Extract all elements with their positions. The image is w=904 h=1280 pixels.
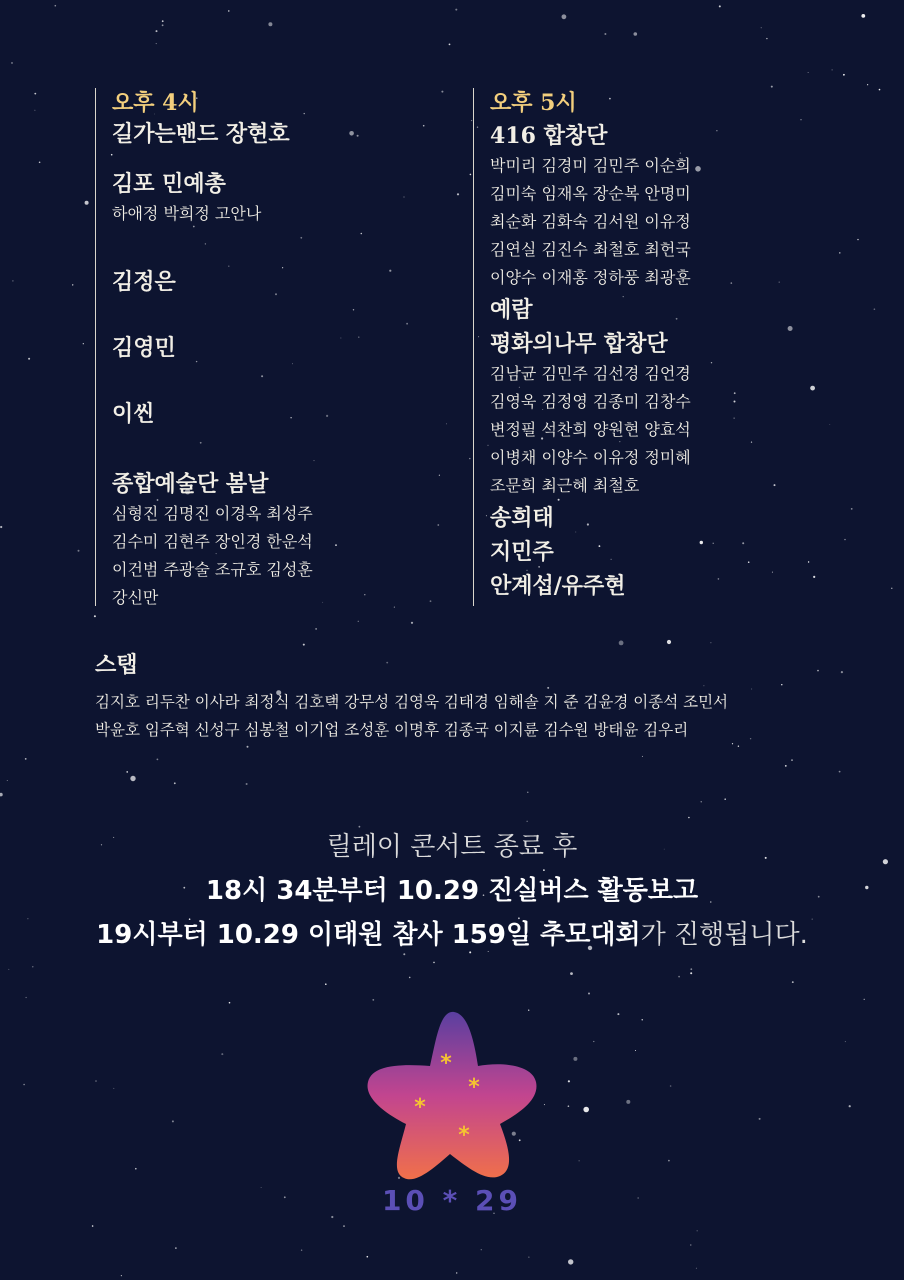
star-dot — [156, 30, 158, 32]
star-dot — [441, 91, 443, 93]
star-dot — [470, 174, 472, 176]
member-list: 강신만 — [112, 588, 159, 607]
member-list: 김영욱 김정영 김종미 김창수 — [490, 392, 691, 411]
staff-line: 박윤호 임주혁 신성구 심봉철 이기업 조성훈 이명후 김종국 이지륜 김수원 방태윤 김우리 — [95, 721, 689, 739]
star-dot — [488, 951, 489, 952]
star-dot — [667, 640, 671, 644]
star-dot — [626, 1100, 630, 1104]
star-dot — [94, 615, 96, 617]
performer-name: 이씬 — [112, 401, 155, 427]
right-time-label: 오후 5시 — [490, 90, 577, 116]
star-dot — [738, 746, 739, 747]
star-dot — [411, 622, 413, 624]
star-dot — [446, 424, 447, 425]
performer-name: 416 합창단 — [490, 123, 608, 149]
star-dot — [568, 1259, 573, 1264]
star-dot — [34, 110, 35, 111]
performer-name: 김영민 — [112, 335, 176, 361]
star-dot — [221, 1053, 223, 1055]
star-dot — [247, 746, 249, 748]
star-dot — [867, 84, 868, 85]
member-list: 박미리 김경미 김민주 이순희 — [490, 156, 691, 175]
star-dot — [619, 641, 624, 646]
star-dot — [95, 1080, 97, 1082]
member-list: 김남균 김민주 김선경 김언경 — [490, 364, 691, 383]
star-dot — [113, 1088, 114, 1089]
star-dot — [386, 662, 388, 664]
logo-text: 10 * 29 — [381, 1184, 523, 1217]
member-list: 변정필 석찬희 양원현 양효석 — [490, 420, 691, 439]
performer-name: 안계섭/유주현 — [490, 573, 626, 599]
star-dot — [433, 962, 435, 964]
star-dot — [439, 475, 440, 476]
star-dot — [229, 1002, 231, 1004]
star-dot — [367, 1256, 369, 1258]
star-dot — [568, 1105, 570, 1107]
star-dot — [593, 1041, 594, 1042]
star-dot — [879, 89, 881, 91]
star-dot — [162, 24, 164, 26]
star-dot — [175, 1247, 176, 1248]
star-dot — [891, 588, 892, 589]
star-dot — [668, 1160, 670, 1162]
star-dot — [791, 759, 793, 761]
star-dot — [781, 684, 782, 685]
star-dot — [724, 798, 726, 800]
member-list: 조문희 최근혜 최철호 — [490, 476, 640, 495]
star-dot — [710, 642, 711, 643]
star-dot — [39, 162, 41, 164]
star-dot — [808, 72, 809, 73]
star-dot — [697, 1231, 698, 1232]
star-dot — [703, 685, 704, 686]
star-dot — [528, 1257, 529, 1258]
member-list: 심형진 김명진 이경옥 최성주 — [112, 504, 313, 523]
member-list: 하애정 박희정 고안나 — [112, 204, 262, 223]
star-dot — [358, 621, 359, 622]
performer-name: 김정은 — [112, 269, 176, 295]
left-column — [95, 88, 436, 606]
member-list: 이양수 이재홍 정하풍 최광훈 — [490, 268, 691, 287]
star-dot — [527, 792, 528, 793]
star-dot — [642, 1019, 643, 1020]
star-dot — [403, 953, 405, 955]
star-dot — [303, 644, 305, 646]
star-dot — [12, 280, 13, 281]
star-dot — [456, 1272, 457, 1273]
star-dot — [579, 1160, 580, 1161]
star-dot — [761, 27, 762, 28]
star-dot — [162, 20, 164, 22]
star-dot — [481, 1249, 482, 1250]
star-dot — [843, 74, 845, 76]
member-list: 김연실 김진수 최철호 최헌국 — [490, 240, 691, 259]
star-dot — [690, 968, 692, 970]
star-dot — [457, 193, 459, 195]
star-dot — [268, 22, 272, 26]
star-dot — [455, 9, 457, 11]
star-dot — [719, 5, 721, 7]
star-dot — [573, 1057, 577, 1061]
star-dot — [55, 5, 57, 7]
star-dot — [701, 801, 702, 802]
star-dot — [562, 14, 567, 19]
star-dot — [78, 550, 80, 552]
star-dot — [72, 284, 73, 285]
star-dot — [604, 33, 606, 35]
star-dot — [792, 981, 794, 983]
sparkle-icon: * — [458, 1123, 470, 1148]
left-time-label: 오후 4시 — [112, 90, 199, 116]
staff-title: 스탭 — [95, 648, 138, 679]
star-dot — [8, 969, 9, 970]
star-dot — [92, 1225, 94, 1227]
star-dot — [172, 1120, 174, 1122]
star-dot — [690, 972, 692, 974]
star-dot — [568, 1080, 570, 1082]
member-list: 김수미 김현주 장인경 한운석 — [112, 532, 313, 551]
sparkle-icon: * — [414, 1095, 426, 1120]
star-dot — [849, 1105, 851, 1107]
star-dot — [670, 1085, 672, 1087]
star-dot — [174, 782, 176, 784]
star-dot — [126, 771, 128, 773]
performer-name: 평화의나무 합창단 — [490, 331, 668, 357]
sparkle-icon: * — [468, 1075, 480, 1100]
performer-name: 지민주 — [490, 539, 554, 565]
performer-name: 송희태 — [490, 505, 554, 531]
right-column — [473, 88, 874, 606]
sparkle-icon: * — [440, 1051, 452, 1076]
star-dot — [832, 69, 833, 70]
star-dot — [635, 1050, 636, 1051]
star-dot — [688, 817, 690, 819]
star-dot — [845, 1041, 846, 1042]
star-dot — [839, 771, 841, 773]
star-dot — [32, 966, 33, 967]
star-dot — [469, 951, 471, 953]
star-dot — [246, 783, 248, 785]
star-dot — [325, 983, 327, 985]
star-dot — [121, 1275, 122, 1276]
performer-name: 길가는밴드 장현호 — [112, 121, 290, 147]
star-dot — [301, 1250, 302, 1251]
star-dot — [588, 993, 590, 995]
star-dot — [28, 358, 30, 360]
star-dot — [864, 999, 865, 1000]
notice-line-3-bold: 19시부터 10.29 이태원 참사 159일 추모대회 — [96, 920, 641, 950]
star-dot — [343, 1225, 344, 1226]
star-dot — [83, 343, 84, 344]
star-dot — [570, 972, 573, 975]
star-dot — [23, 1084, 25, 1086]
performer-name: 김포 민예총 — [112, 171, 226, 197]
star-dot — [157, 759, 159, 761]
star-dot — [0, 526, 2, 528]
performer-name: 예람 — [490, 297, 533, 323]
performer-name: 종합예술단 봄날 — [112, 471, 269, 497]
star-dot — [437, 524, 439, 526]
star-dot — [527, 821, 528, 822]
star-dot — [817, 670, 819, 672]
star-dot — [449, 44, 451, 46]
star-dot — [156, 43, 157, 44]
star-dot — [85, 201, 89, 205]
star-dot — [26, 997, 27, 998]
staff-line: 김지호 리두찬 이사라 최정식 김호택 강무성 김영욱 김태경 임해솔 지 준 김윤경 이종석 조민서 — [95, 693, 729, 711]
notice-line-3 — [0, 914, 904, 951]
star-dot — [135, 1168, 137, 1170]
star-dot — [0, 793, 3, 797]
star-dot — [696, 1268, 697, 1269]
star-dot — [841, 671, 843, 673]
star-dot — [315, 628, 317, 630]
star-dot — [634, 32, 638, 36]
star-dot — [7, 780, 8, 781]
star-dot — [642, 756, 643, 757]
star-dot — [34, 93, 36, 95]
star-dot — [766, 38, 767, 39]
star-dot — [228, 10, 229, 11]
notice-line-1: 릴레이 콘서트 종료 후 — [326, 832, 578, 862]
star-dot — [409, 977, 411, 979]
notice-line-3-rest: 가 진행됩니다. — [640, 920, 808, 950]
notice-line-2: 18시 34분부터 10.29 진실버스 활동보고 — [205, 876, 699, 906]
star-dot — [861, 14, 865, 18]
star-dot — [469, 458, 470, 459]
star-dot — [785, 765, 787, 767]
star-dot — [678, 976, 680, 978]
member-list: 김미숙 임재옥 장순복 안명미 — [490, 184, 691, 203]
star-dot — [130, 776, 135, 781]
star-dot — [617, 1013, 619, 1015]
star-dot — [583, 1107, 589, 1113]
star-dot — [25, 758, 27, 760]
member-list: 최순화 김화숙 김서원 이유정 — [490, 212, 691, 231]
star-dot — [11, 62, 12, 63]
member-list: 이병채 이양수 이유정 정미혜 — [490, 448, 691, 467]
staff-list — [95, 688, 875, 744]
star-dot — [759, 1118, 761, 1120]
member-list: 이건범 주광술 조규호 김성훈 — [112, 560, 313, 579]
star-dot — [690, 1244, 691, 1245]
